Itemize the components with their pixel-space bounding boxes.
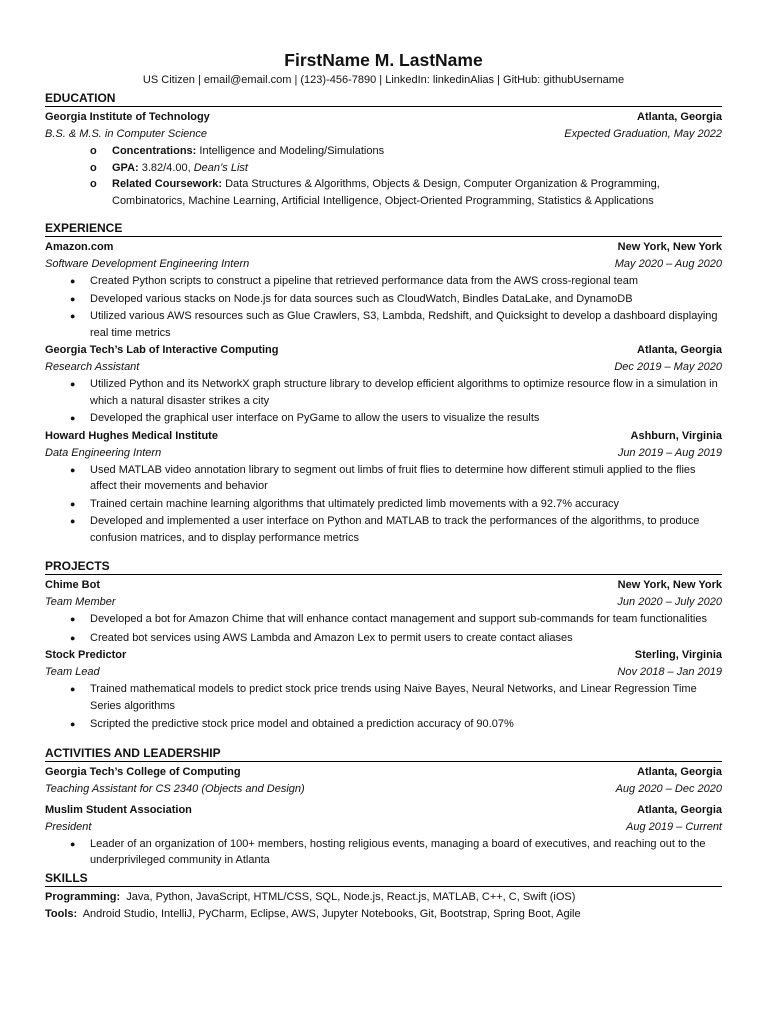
project-name: Stock Predictor xyxy=(45,649,127,661)
activity-entry xyxy=(45,764,722,798)
activity-bullets xyxy=(45,836,722,869)
spacer xyxy=(45,547,722,558)
education-school-row xyxy=(45,109,722,126)
programming-value: Java, Python, JavaScript, HTML/CSS, SQL, Node.js, React.js, MATLAB, C++, C, Swift (iOS) xyxy=(120,890,576,903)
job-entry xyxy=(45,342,722,427)
job-entry xyxy=(45,239,722,341)
activity-dates: Aug 2020 – Dec 2020 xyxy=(615,782,722,795)
job-dates: Dec 2019 – May 2020 xyxy=(614,361,722,373)
activity-entry xyxy=(45,802,722,869)
concentrations-label: Concentrations: xyxy=(112,145,197,157)
tools-label: Tools: xyxy=(45,907,78,920)
job-bullet: ● Developed the graphical user interface on PyGame to allow the users to visualize the results xyxy=(45,410,722,427)
activities-section xyxy=(45,745,722,869)
project-role: Team Member xyxy=(45,596,116,608)
projects-section xyxy=(45,558,722,733)
job-dates: May 2020 – Aug 2020 xyxy=(614,258,722,270)
activity-location: Atlanta, Georgia xyxy=(637,803,722,816)
education-degree-row xyxy=(45,126,722,143)
school-location: Atlanta, Georgia xyxy=(637,111,722,123)
job-role: Research Assistant xyxy=(45,361,140,373)
coursework-item xyxy=(45,176,722,209)
activity-bullet: ● Leader of an organization of 100+ members, hosting religious events, managing a board of executives, and reaching out to the underprivileged community in Atlanta xyxy=(45,836,722,869)
job-org: Howard Hughes Medical Institute xyxy=(45,429,218,442)
job-bullet: ● Trained certain machine learning algorithms that ultimately predicted limb movements with a 92.7% accuracy xyxy=(45,496,722,513)
job-bullets xyxy=(45,273,722,341)
gpa-value: 3.82/4.00, xyxy=(138,161,194,174)
project-role: Team Lead xyxy=(45,666,100,678)
job-bullet: ● Developed and implemented a user interface on Python and MATLAB to track the performances of the algorithms, to produce confusion matrices, and to display performance metrics xyxy=(45,513,722,546)
experience-section xyxy=(45,220,722,546)
school-name: Georgia Institute of Technology xyxy=(45,111,210,123)
activity-org: Georgia Tech’s College of Computing xyxy=(45,765,241,778)
job-bullet: ● Used MATLAB video annotation library to segment out limbs of fruit flies to determine how different stimuli applied to the flies affect their movements and behavior xyxy=(45,462,722,495)
programming-skills xyxy=(45,889,722,906)
degree: B.S. & M.S. in Computer Science xyxy=(45,128,208,140)
activity-role: Teaching Assistant for CS 2340 (Objects and Design) xyxy=(45,782,305,795)
tools-skills xyxy=(45,906,722,923)
project-location: Sterling, Virginia xyxy=(634,649,722,661)
job-location: Atlanta, Georgia xyxy=(637,344,722,356)
job-bullet: ● Utilized Python and its NetworkX graph structure library to develop efficient algorithms to optimize resource flow in a simulation in which a natural disaster strikes a city xyxy=(45,376,722,409)
coursework-label: Related Coursework: xyxy=(112,178,223,190)
education-details xyxy=(45,143,722,209)
gpa-honor: Dean’s List xyxy=(193,161,248,174)
project-bullet: ● Created bot services using AWS Lambda and Amazon Lex to permit users to create contact aliases xyxy=(45,630,722,647)
tools-value: Android Studio, IntelliJ, PyCharm, Eclipse, AWS, Jupyter Notebooks, Git, Bootstrap, Spring Boot, Agile xyxy=(77,907,581,920)
job-bullet: ● Utilized various AWS resources such as Glue Crawlers, S3, Lambda, Redshift, and Quicksight to develop a dashboard displaying real time metrics xyxy=(45,308,722,341)
resume-page xyxy=(45,48,722,923)
activities-heading: ACTIVITIES AND LEADERSHIP xyxy=(45,745,722,762)
activity-location: Atlanta, Georgia xyxy=(637,765,722,778)
job-location: New York, New York xyxy=(617,241,722,253)
project-bullets xyxy=(45,611,722,646)
job-role: Software Development Engineering Intern xyxy=(45,258,250,270)
job-location: Ashburn, Virginia xyxy=(630,429,722,442)
gpa-label: GPA: xyxy=(112,161,139,174)
job-org: Amazon.com xyxy=(45,241,114,253)
projects-heading: PROJECTS xyxy=(45,558,722,575)
job-dates: Jun 2019 – Aug 2019 xyxy=(617,446,722,459)
skills-heading: SKILLS xyxy=(45,870,722,887)
activity-role: President xyxy=(45,820,92,833)
project-bullet: ● Trained mathematical models to predict stock price trends using Naive Bayes, Neural Networks, and Linear Regression Time Series algorithms xyxy=(45,681,722,714)
gpa-item xyxy=(45,160,722,177)
project-bullet: ● Scripted the predictive stock price model and obtained a prediction accuracy of 90.07% xyxy=(45,716,722,733)
activity-org: Muslim Student Association xyxy=(45,803,192,816)
project-dates: Nov 2018 – Jan 2019 xyxy=(617,666,722,678)
graduation-date: Expected Graduation, May 2022 xyxy=(564,128,722,140)
spacer xyxy=(45,734,722,745)
job-bullet: ● Developed various stacks on Node.js for data sources such as CloudWatch, Bindles DataLake, and DynamoDB xyxy=(45,291,722,308)
project-dates: Jun 2020 – July 2020 xyxy=(617,596,722,608)
job-org: Georgia Tech’s Lab of Interactive Computing xyxy=(45,344,279,356)
coursework-value: Data Structures & Algorithms, Objects & Design, Computer Organization & Programming, Combinatorics, Machine Learning, Artificial Intelligence, Object-Oriented Programming, Statistics & Applications xyxy=(112,178,660,207)
job-bullets xyxy=(45,376,722,427)
project-entry xyxy=(45,647,722,733)
job-entry xyxy=(45,428,722,547)
project-bullet: ● Developed a bot for Amazon Chime that will enhance contact management and support sub-commands for team functionalities xyxy=(45,611,722,628)
job-role: Data Engineering Intern xyxy=(45,446,162,459)
project-location: New York, New York xyxy=(617,579,722,591)
activity-dates: Aug 2019 – Current xyxy=(625,820,722,833)
experience-heading: EXPERIENCE xyxy=(45,220,722,237)
contact-line: US Citizen | email@email.com | (123)-456-7890 | LinkedIn: linkedinAlias | GitHub: githubUsername xyxy=(142,74,625,86)
job-bullet: ● Created Python scripts to construct a pipeline that retrieved performance data from the AWS cross-regional team xyxy=(45,273,722,290)
project-name: Chime Bot xyxy=(45,579,100,591)
project-bullets xyxy=(45,681,722,733)
concentrations-value: Intelligence and Modeling/Simulations xyxy=(196,145,385,157)
job-bullets xyxy=(45,462,722,547)
skills-section xyxy=(45,870,722,923)
education-heading: EDUCATION xyxy=(45,90,722,107)
concentrations-item xyxy=(45,143,722,160)
project-entry xyxy=(45,577,722,646)
education-section xyxy=(45,90,722,209)
spacer xyxy=(45,209,722,220)
resume-name: FirstName M. LastName xyxy=(284,50,483,70)
programming-label: Programming: xyxy=(45,890,121,903)
